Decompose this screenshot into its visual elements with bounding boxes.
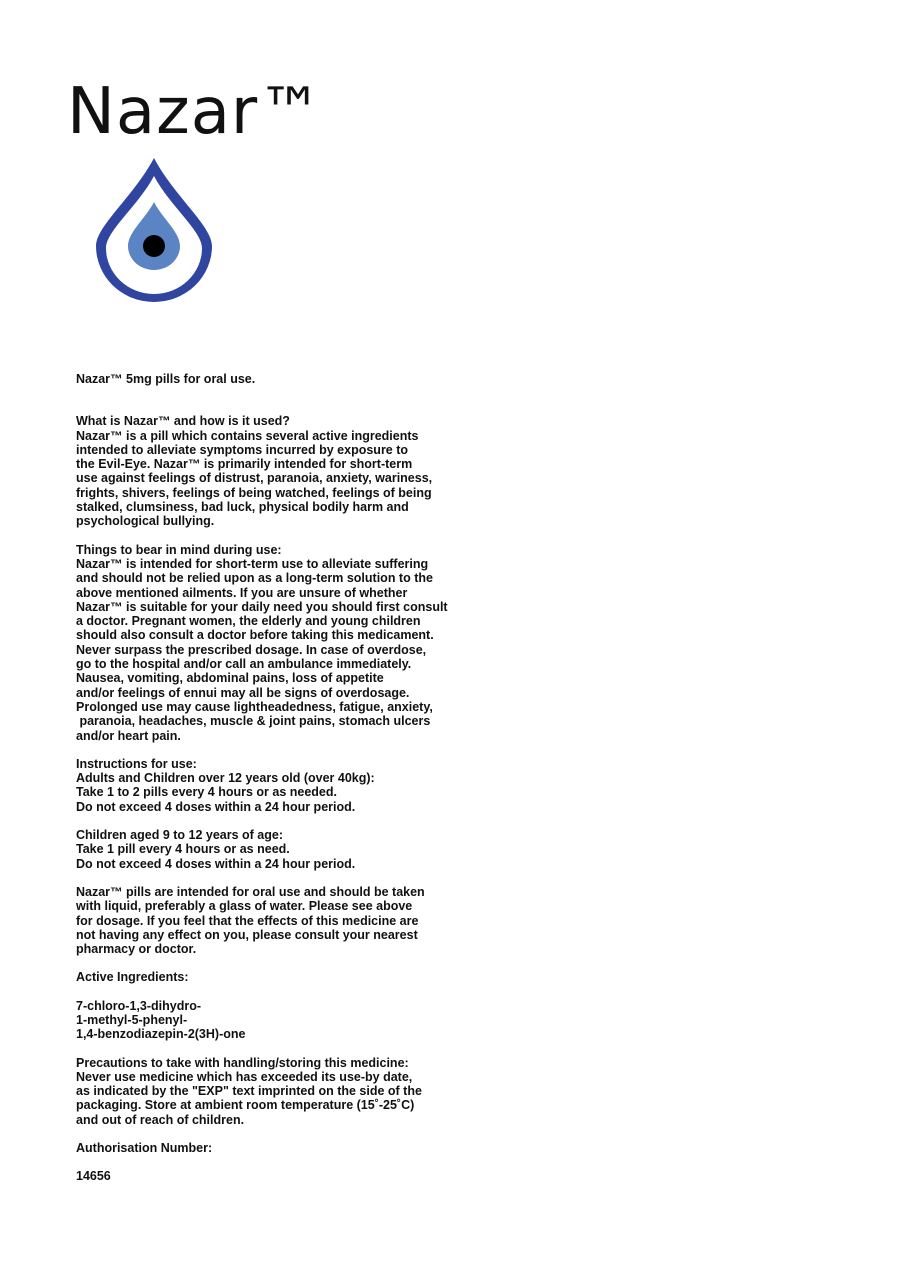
text-line: Take 1 to 2 pills every 4 hours or as needed. bbox=[76, 785, 337, 800]
ingredient-line: 1-methyl-5-phenyl- bbox=[76, 1012, 188, 1027]
text-line: use against feelings of distrust, paranoia, anxiety, wariness, bbox=[76, 471, 433, 486]
active-ingredients-section bbox=[76, 970, 476, 1041]
oral-use-section bbox=[76, 885, 476, 956]
text-line: Adults and Children over 12 years old (over 40kg): bbox=[76, 771, 375, 786]
text-line: for dosage. If you feel that the effects of this medicine are bbox=[76, 913, 419, 928]
text-line: Nazar™ is suitable for your daily need you should first consult bbox=[76, 599, 448, 614]
text-line: intended to alleviate symptoms incurred by exposure to bbox=[76, 442, 409, 457]
evil-eye-drop-icon bbox=[94, 156, 214, 302]
text-line: Do not exceed 4 doses within a 24 hour period. bbox=[76, 856, 356, 871]
text-line: and/or heart pain. bbox=[76, 728, 181, 743]
text-line: go to the hospital and/or call an ambulance immediately. bbox=[76, 657, 412, 672]
text-line: Nausea, vomiting, abdominal pains, loss of appetite bbox=[76, 671, 384, 686]
text-line: Take 1 pill every 4 hours or as need. bbox=[76, 842, 290, 857]
text-line: should also consult a doctor before taking this medicament. bbox=[76, 628, 434, 643]
text-line: not having any effect on you, please consult your nearest bbox=[76, 927, 418, 942]
text-line: paranoia, headaches, muscle & joint pains, stomach ulcers bbox=[76, 714, 431, 729]
ingredient-line: 7-chloro-1,3-dihydro- bbox=[76, 998, 202, 1013]
logo-pupil bbox=[143, 235, 165, 257]
section-heading: Active Ingredients: bbox=[76, 970, 189, 985]
text-line: stalked, clumsiness, bad luck, physical bodily harm and bbox=[76, 500, 409, 515]
instructions-section bbox=[76, 757, 476, 814]
text-line: and should not be relied upon as a long-term solution to the bbox=[76, 571, 433, 586]
authorisation-number: 14656 bbox=[76, 1169, 111, 1184]
text-line: Prolonged use may cause lightheadedness, fatigue, anxiety, bbox=[76, 699, 433, 714]
ingredient-line: 1,4-benzodiazepin-2(3H)-one bbox=[76, 1027, 246, 1042]
section-heading: Things to bear in mind during use: bbox=[76, 542, 282, 557]
headline bbox=[76, 372, 476, 386]
text-line: frights, shivers, feelings of being watched, feelings of being bbox=[76, 485, 432, 500]
section-heading: Precautions to take with handling/storing this medicine: bbox=[76, 1055, 409, 1070]
brand-title: Nazar™ bbox=[67, 75, 324, 149]
section-heading: Authorisation Number: bbox=[76, 1141, 213, 1156]
text-line: Children aged 9 to 12 years of age: bbox=[76, 828, 284, 843]
text-line: as indicated by the "EXP" text imprinted on the side of the bbox=[76, 1084, 422, 1099]
text-line: above mentioned ailments. If you are unsure of whether bbox=[76, 585, 408, 600]
precautions-section bbox=[76, 1056, 476, 1127]
children-dosage-section bbox=[76, 828, 476, 871]
authorisation-section bbox=[76, 1141, 476, 1184]
text-line: pharmacy or doctor. bbox=[76, 942, 197, 957]
text-line: psychological bullying. bbox=[76, 514, 215, 529]
headline-line: Nazar™ 5mg pills for oral use. bbox=[76, 372, 256, 386]
section-heading: Instructions for use: bbox=[76, 756, 197, 771]
leaflet-text bbox=[76, 372, 476, 1184]
what-is-section bbox=[76, 414, 476, 528]
text-line: packaging. Store at ambient room temperature (15˚-25˚C) bbox=[76, 1098, 415, 1113]
things-to-bear-section bbox=[76, 543, 476, 743]
section-heading: What is Nazar™ and how is it used? bbox=[76, 414, 290, 429]
text-line: with liquid, preferably a glass of water. Please see above bbox=[76, 899, 413, 914]
text-line: Nazar™ is intended for short-term use to alleviate suffering bbox=[76, 556, 429, 571]
text-line: Do not exceed 4 doses within a 24 hour period. bbox=[76, 799, 356, 814]
text-line: and out of reach of children. bbox=[76, 1112, 245, 1127]
text-line: the Evil-Eye. Nazar™ is primarily intended for short-term bbox=[76, 457, 413, 472]
text-line: Never surpass the prescribed dosage. In case of overdose, bbox=[76, 642, 427, 657]
text-line: Nazar™ is a pill which contains several active ingredients bbox=[76, 428, 419, 443]
text-line: a doctor. Pregnant women, the elderly and young children bbox=[76, 614, 421, 629]
text-line: Nazar™ pills are intended for oral use and should be taken bbox=[76, 884, 425, 899]
text-line: and/or feelings of ennui may all be signs of overdosage. bbox=[76, 685, 410, 700]
text-line: Never use medicine which has exceeded its use-by date, bbox=[76, 1069, 413, 1084]
